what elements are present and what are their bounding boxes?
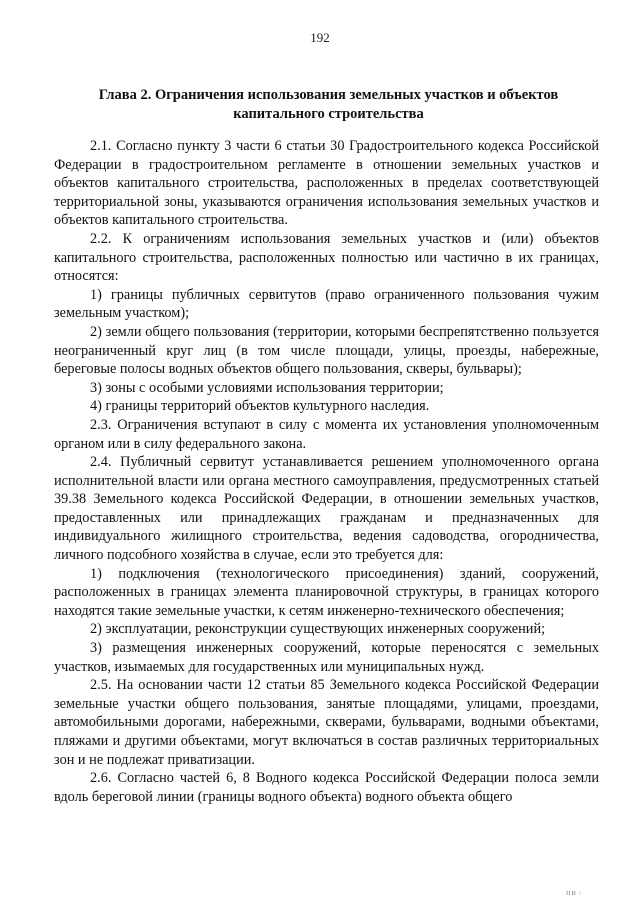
list-item-2-4-1: 1) подключения (технологического присоединения) зданий, сооружений, расположенных в границах элемента планировочной структуры, в границах которого находятся такие земельные участки, к сетям инженерно-технического обеспечения;: [54, 565, 599, 619]
list-item-2-2-3: 3) зоны с особыми условиями использования территории;: [90, 379, 444, 396]
list-item-2-4-3: 3) размещения инженерных сооружений, которые переносятся с земельных участков, изымаемых для государственных или муниципальных нужд.: [54, 640, 599, 675]
list-item-2-2-4: 4) границы территорий объектов культурного наследия.: [90, 398, 430, 415]
paragraph-2-6: 2.6. Согласно частей 6, 8 Водного кодекса Российской Федерации полоса земли вдоль береговой линии (границы водного объекта) водного объекта общего: [54, 770, 599, 805]
document-body: [54, 137, 599, 806]
list-item-2-2-1: 1) границы публичных сервитутов (право ограниченного пользования чужим земельным участком);: [54, 286, 599, 322]
chapter-title: Глава 2. Ограничения использования земельных участков и объектов капитального строительства: [98, 87, 559, 122]
paragraph-2-3: 2.3. Ограничения вступают в силу с момента их установления уполномоченным органом или в силу федерального закона.: [54, 416, 599, 452]
page-number: 192: [310, 30, 330, 45]
paragraph-2-5: 2.5. На основании части 12 статьи 85 Земельного кодекса Российской Федерации земельные участки общего пользования, занятые площадями, улицами, проездами, автомобильными дорогами, набережными, скверами, бульварами, водными объектами, пляжами и другими объектами, могут включаться в состав различных территориальных зон и не подлежат приватизации.: [54, 677, 599, 768]
list-item-2-2-2: 2) земли общего пользования (территории, которыми беспрепятственно пользуется неограниченный круг лиц (в том числе площади, улицы, проезды, набережные, береговые полосы водных объектов общего пользования, скверы, бульвары);: [54, 323, 599, 378]
paragraph-2-4: 2.4. Публичный сервитут устанавливается решением уполномоченного органа исполнительной власти или органа местного самоуправления, предусмотренных статьей 39.38 Земельного кодекса Российской Федерации, в отношении земельных участков, предоставленных или принадлежащих гражданам и предназначенных для индивидуального жилищного строительства, ведения садоводства, огородничества, личного подсобного хозяйства в случае, если это требуется для:: [54, 454, 599, 564]
paragraph-2-1: 2.1. Согласно пункту 3 части 6 статьи 30 Градостроительного кодекса Российской Федерации в градостроительном регламенте в отношении земельных участков и объектов капитального строительства, расположенных в пределах соответствующей территориальной зоны, указываются ограничения использования земельных участков и объектов капитального строительства.: [54, 138, 599, 229]
list-item-2-4-2: 2) эксплуатации, реконструкции существующих инженерных сооружений;: [90, 621, 546, 638]
paragraph-2-2: 2.2. К ограничениям использования земельных участков и (или) объектов капитального строительства, расположенных полностью или частично в их границах, относятся:: [54, 230, 599, 285]
footer-mark: ПИ /: [566, 891, 582, 897]
